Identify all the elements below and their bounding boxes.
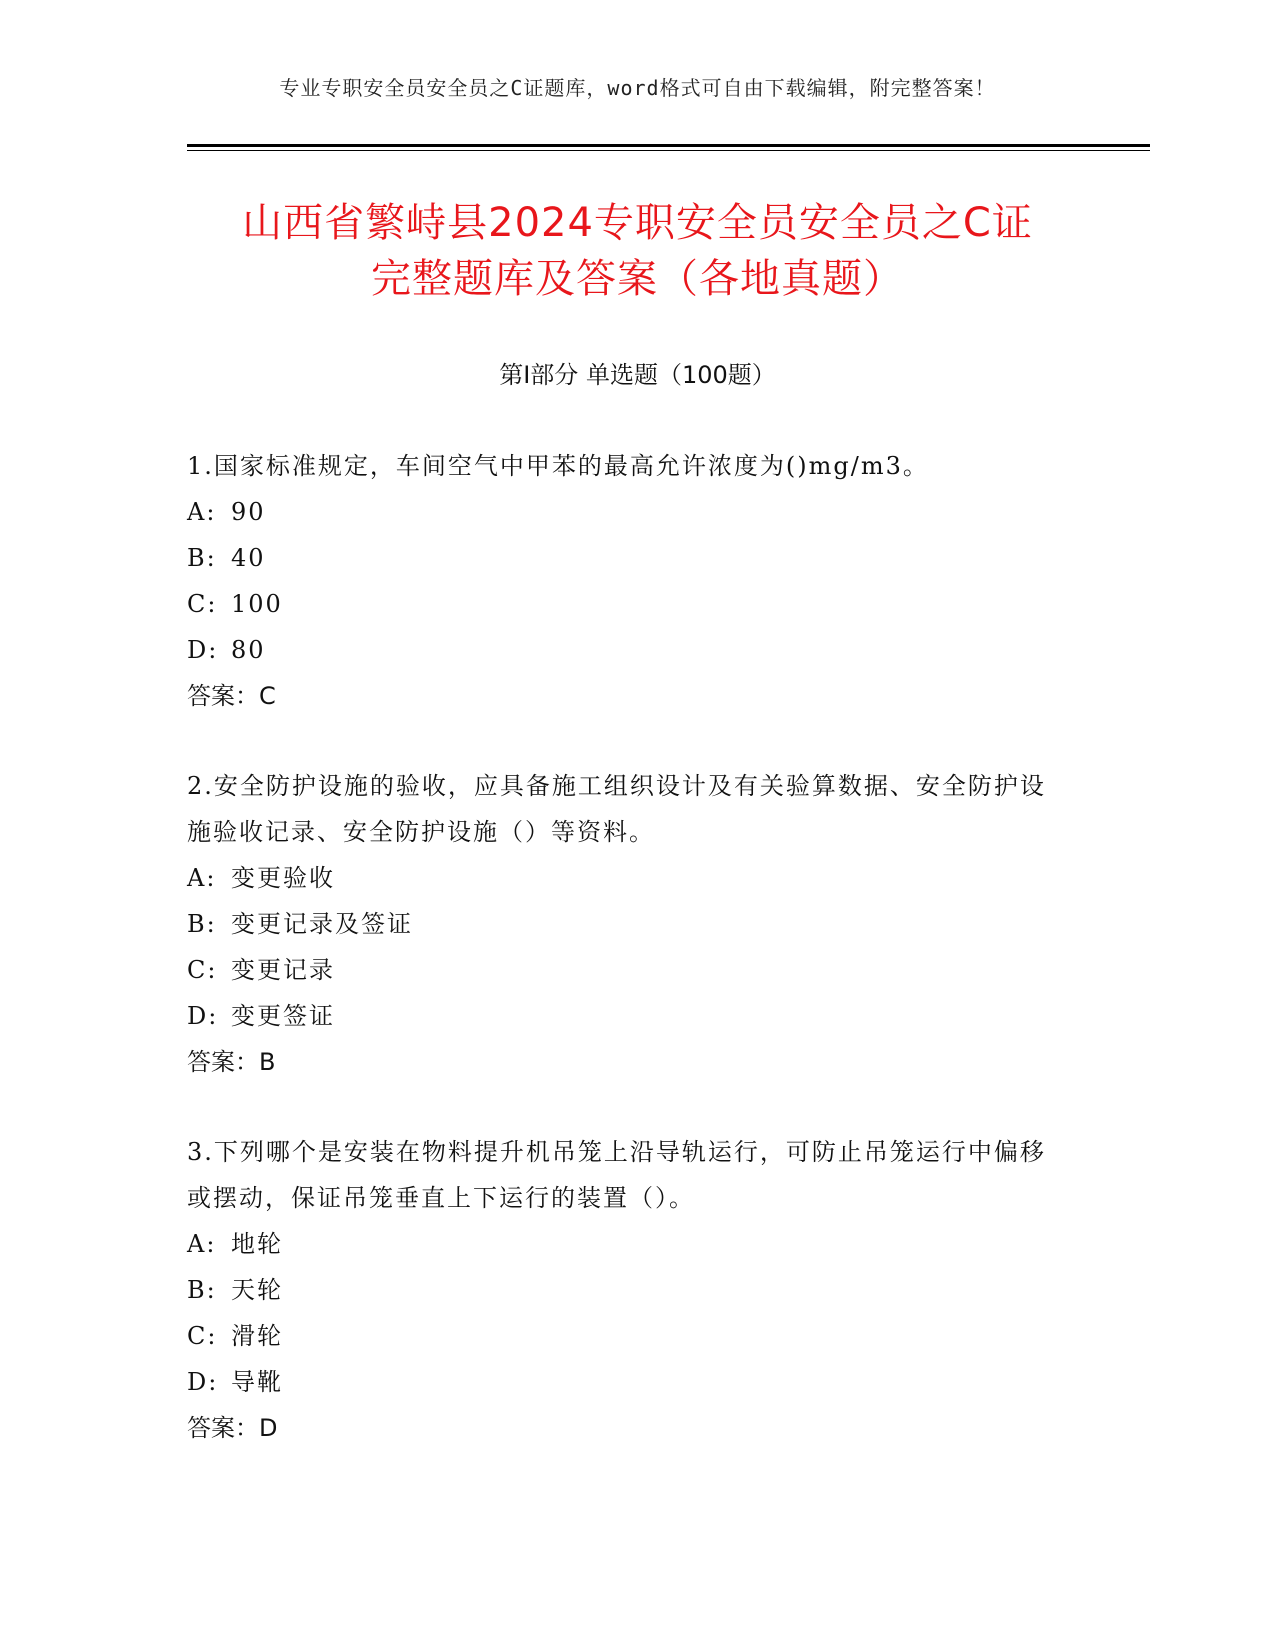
- option-text: 天轮: [231, 1276, 283, 1304]
- option-b: [187, 1267, 1067, 1313]
- answer-line: 答案：D: [187, 1414, 278, 1442]
- document-title: [175, 195, 1100, 307]
- option-letter: A:: [187, 864, 217, 892]
- question-3: [187, 1129, 1067, 1451]
- option-text: 地轮: [231, 1230, 283, 1258]
- option-letter: D:: [187, 1368, 219, 1396]
- document-title-line-2: 完整题库及答案（各地真题）: [371, 256, 904, 302]
- option-c: [187, 947, 1067, 993]
- option-text: 变更签证: [231, 1002, 335, 1030]
- answer-line: 答案：B: [187, 1048, 276, 1076]
- option-d: [187, 1359, 1067, 1405]
- option-letter: C:: [187, 590, 218, 618]
- option-text: 滑轮: [231, 1322, 283, 1350]
- option-text: 导靴: [231, 1368, 283, 1396]
- question-stem: 3.下列哪个是安装在物料提升机吊笼上沿导轨运行，可防止吊笼运行中偏移或摆动，保证吊笼垂直上下运行的装置（）。: [187, 1138, 1046, 1212]
- option-text: 40: [231, 544, 266, 572]
- option-letter: A:: [187, 498, 217, 526]
- option-text: 变更验收: [231, 864, 335, 892]
- option-text: 90: [231, 498, 266, 526]
- question-2: [187, 763, 1067, 1085]
- question-list: [187, 443, 1067, 1495]
- option-b: [187, 535, 1067, 581]
- option-a: [187, 855, 1067, 901]
- section-heading: 第Ⅰ部分 单选题（100题）: [499, 361, 776, 389]
- option-text: 变更记录及签证: [231, 910, 413, 938]
- question-stem: 2.安全防护设施的验收，应具备施工组织设计及有关验算数据、安全防护设施验收记录、安全防护设施（）等资料。: [187, 772, 1046, 846]
- option-text: 变更记录: [231, 956, 335, 984]
- option-letter: D:: [187, 1002, 219, 1030]
- option-d: [187, 993, 1067, 1039]
- option-letter: C:: [187, 1322, 218, 1350]
- question-1: [187, 443, 1067, 719]
- question-stem: 1.国家标准规定，车间空气中甲苯的最高允许浓度为()mg/m3。: [187, 452, 929, 480]
- option-d: [187, 627, 1067, 673]
- answer-line: 答案：C: [187, 682, 276, 710]
- page-header-text: 专业专职安全员安全员之C证题库，word格式可自由下载编辑，附完整答案！: [279, 76, 996, 100]
- option-letter: B:: [187, 1276, 217, 1304]
- option-a: [187, 489, 1067, 535]
- option-letter: B:: [187, 544, 217, 572]
- option-text: 100: [231, 590, 283, 618]
- header-divider-thin: [187, 150, 1150, 151]
- option-letter: B:: [187, 910, 217, 938]
- option-letter: D:: [187, 636, 219, 664]
- header-divider-thick: [187, 144, 1150, 147]
- option-text: 80: [231, 636, 266, 664]
- option-letter: A:: [187, 1230, 217, 1258]
- option-a: [187, 1221, 1067, 1267]
- option-c: [187, 1313, 1067, 1359]
- option-b: [187, 901, 1067, 947]
- document-title-line-1: 山西省繁峙县2024专职安全员安全员之C证: [242, 200, 1033, 246]
- option-c: [187, 581, 1067, 627]
- option-letter: C:: [187, 956, 218, 984]
